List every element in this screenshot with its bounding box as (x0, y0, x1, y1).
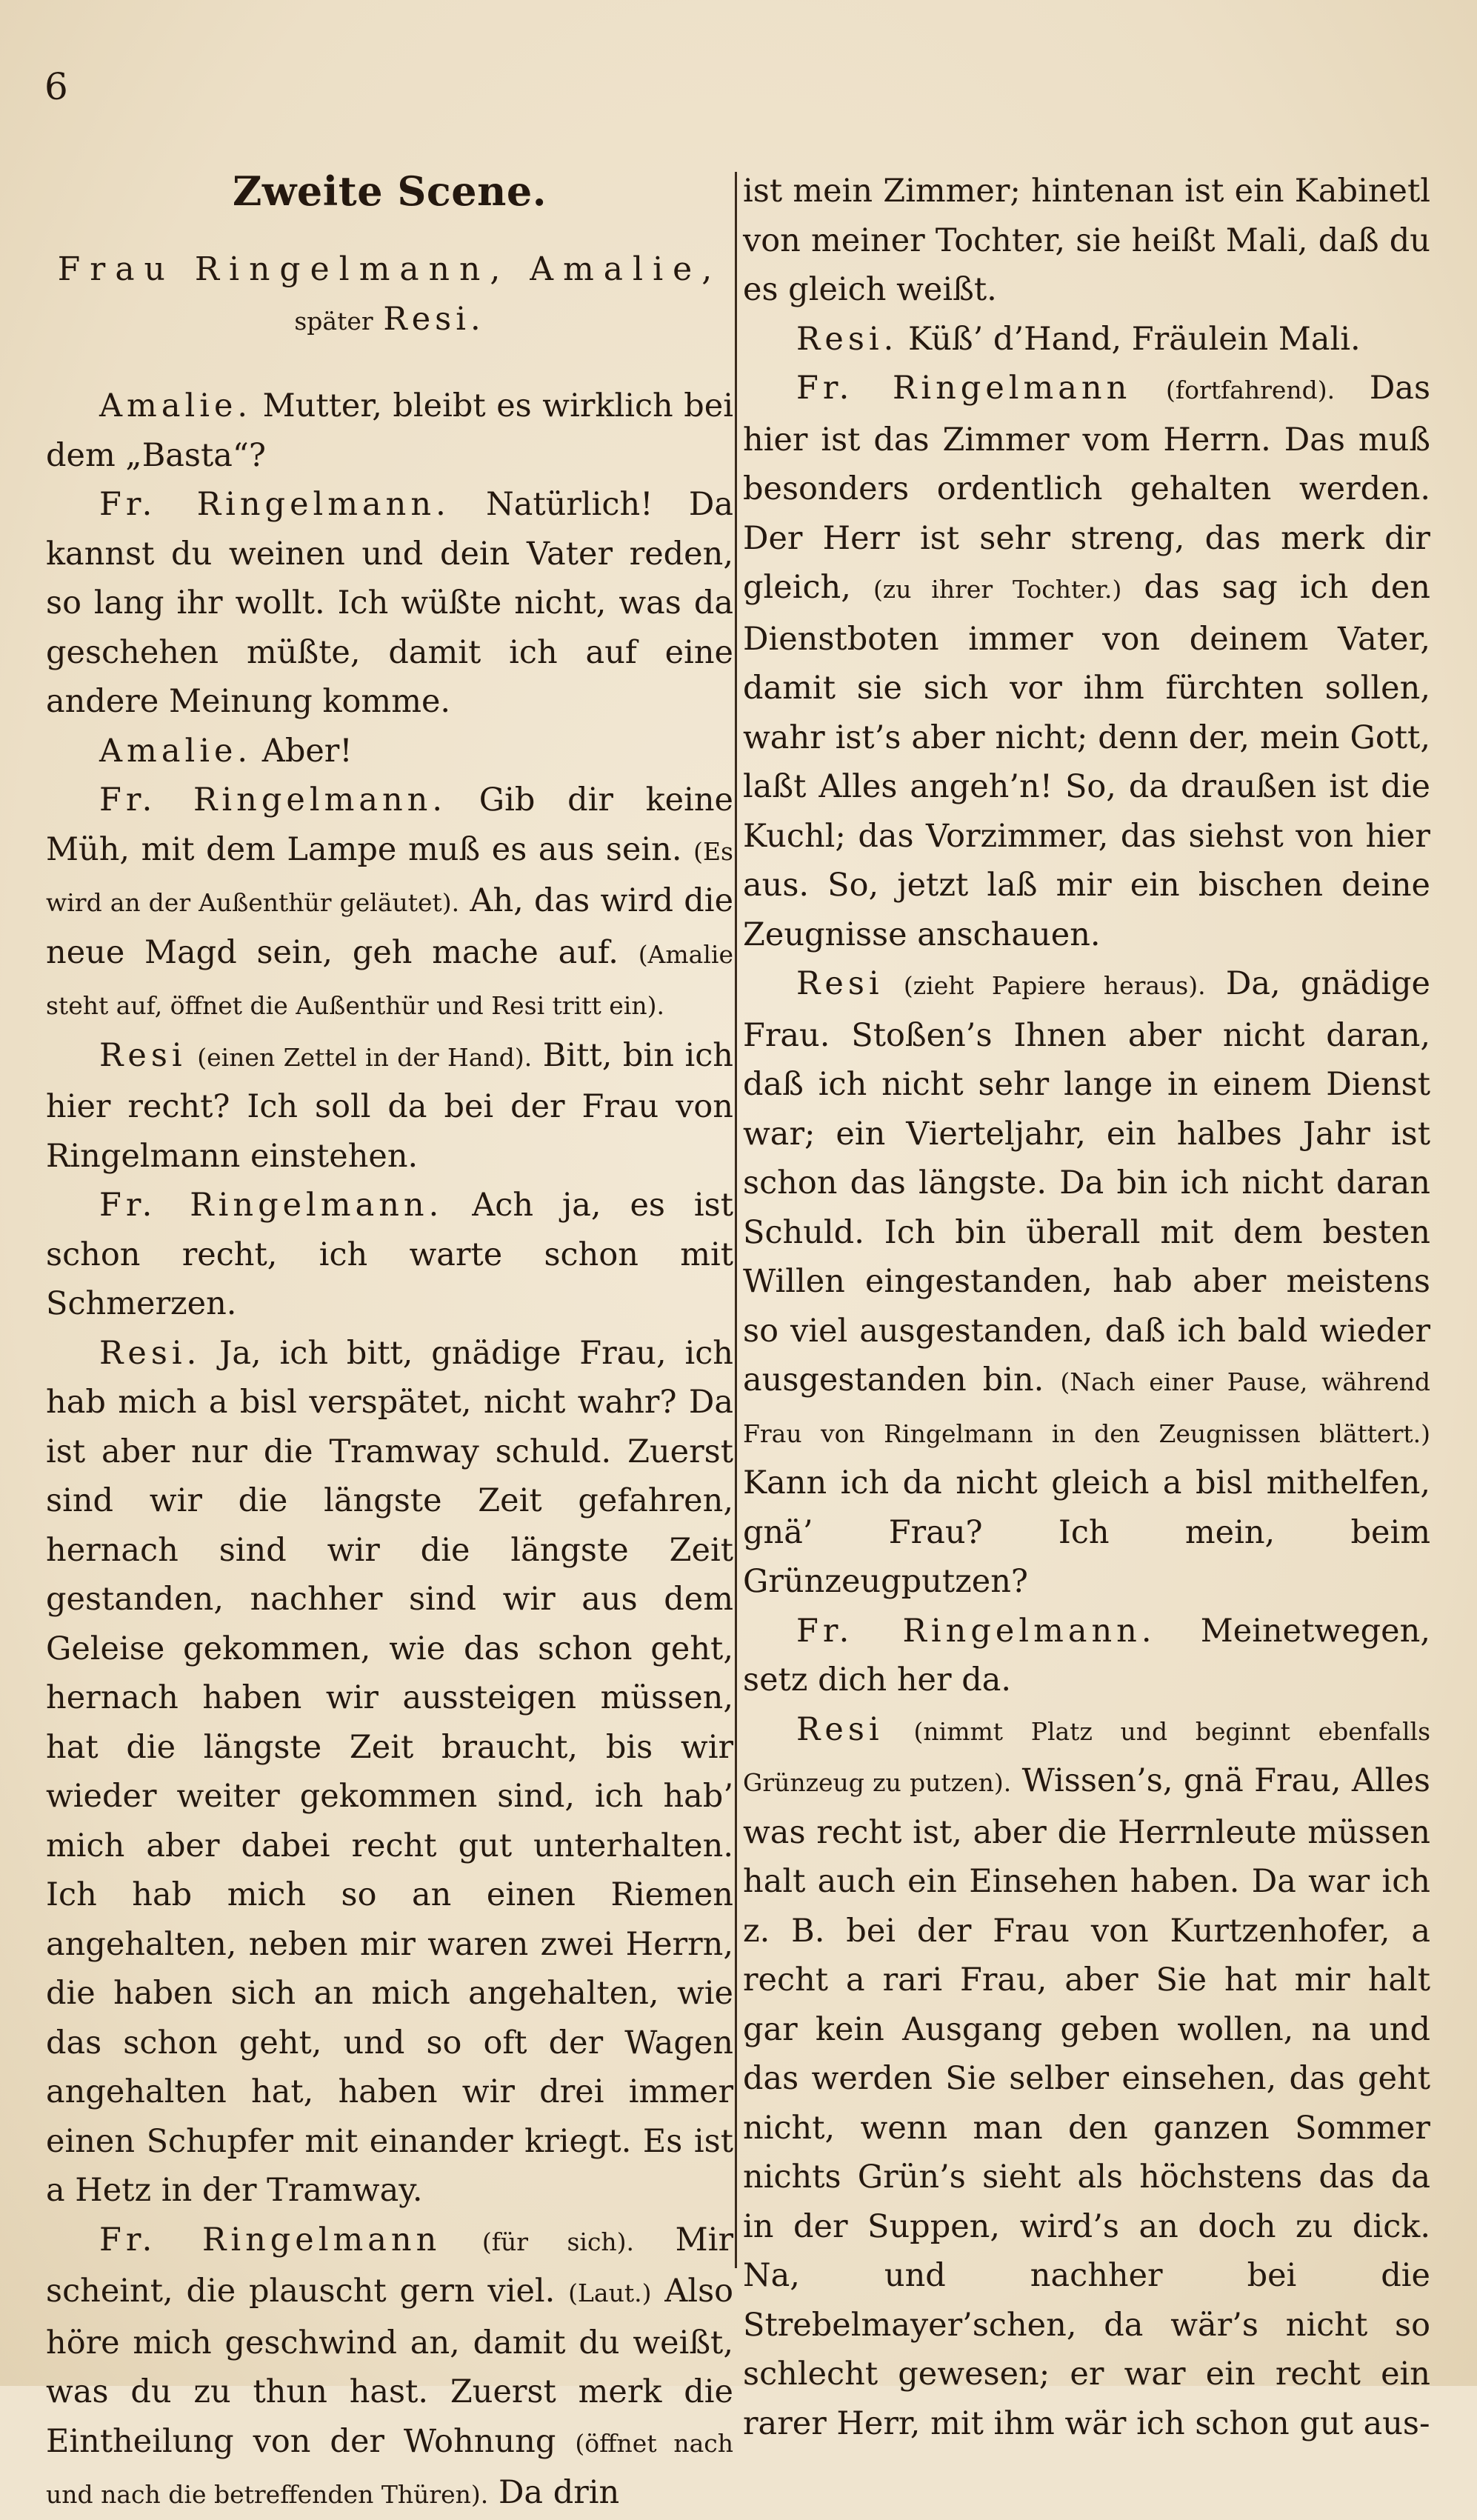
speech-paragraph (46, 1031, 733, 1181)
speaker-name: Resi. (796, 320, 898, 358)
speech-text: Also höre mich geschwind an, damit du weißt, was du zu thun hast. Zuerst merk die Eintheilung von der Wohnung (46, 2273, 734, 2460)
stage-direction: (Laut.) (568, 2279, 652, 2307)
speech-text: Mir scheint, die plauscht gern viel. (46, 2221, 733, 2310)
speaker-name: Resi (99, 1036, 187, 1074)
page-number: 6 (44, 65, 68, 108)
stage-direction: (zu ihrer Tochter.) (873, 575, 1122, 604)
speech-continuation (743, 167, 1430, 315)
cast-names: Frau Ringelmann, Amalie, (57, 250, 722, 288)
speech-text: Das hier ist das Zimmer vom Herrn. Das muß besonders ordentlich gehalten werden. Der Herr ist sehr streng, das merk dir gleich, (743, 370, 1431, 606)
speech-text: das sag ich den Dienstboten immer von deinem Vater, damit sie sich vor ihm fürchten sollen, wahr ist’s aber nicht; denn der, mein Gott, laßt Alles angeh’n! So, da draußen ist die Kuchl; das Vorzimmer, das siehst von hier aus. So, jetzt laß mir ein bischen deine Zeugnisse anschauen. (743, 569, 1430, 953)
speaker-name: Resi (796, 965, 884, 1002)
speech-text: Bitt, bin ich hier recht? Ich soll da bei der Frau von Ringelmann einstehen. (46, 1036, 733, 1175)
stage-direction: (nimmt Platz und beginnt ebenfalls Grünzeug zu putzen). (743, 1716, 1430, 1797)
speech-text: Natürlich! Da kannst du weinen und dein Vater reden, so lang ihr wollt. Ich wüßte nicht, was da geschehen müßte, damit ich auf eine andere Meinung komme. (46, 486, 733, 720)
speech-text: Meinetwegen, setz dich her da. (743, 1612, 1430, 1699)
speech-text: Da, gnädige Frau. Stoßen’s Ihnen aber nicht daran, daß ich nicht sehr lange in einem Dienst war; ein Vierteljahr, ein halbes Jahr ist schon das längste. Da bin ich nicht daran Schuld. Ich bin überall mit dem besten Willen eingestanden, hab aber meistens so viel ausgestanden, daß ich bald wieder ausgestanden bin. (743, 965, 1430, 1399)
right-column (743, 167, 1430, 2448)
speaker-name: Resi (796, 1710, 884, 1748)
speech-text: Küß’ d’Hand, Fräulein Mali. (907, 320, 1361, 358)
speaker-name: Fr. Ringelmann (99, 2221, 441, 2259)
speech-text: Gib dir keine Müh, mit dem Lampe muß es aus sein. (46, 781, 733, 868)
speech-text: Ja, ich bitt, gnädige Frau, ich hab mich a bisl verspätet, nicht wahr? Da ist aber nur die Tramway schuld. Zuerst sind wir die längste Zeit gefahren, hernach sind wir die längste Zeit gestanden, nachher sind wir aus dem Geleise gekommen, wie das schon geht, hernach haben wir aussteigen müssen, hat die längste Zeit braucht, bis wir wieder weiter gekommen sind, ich hab’ mich aber dabei recht gut unterhalten. Ich hab mich so an einen Riemen angehalten, neben mir waren zwei Herrn, die haben sich an mich angehalten, wie das schon geht, und so oft der Wagen angehalten hat, haben wir drei immer einen Schupfer mit einander kriegt. Es ist a Hetz in der Tramway. (46, 1334, 734, 2209)
speech-text: Da drin (498, 2474, 620, 2511)
speaker-name: Amalie. (99, 387, 253, 424)
speech-text: Mutter, bleibt es wirklich bei dem „Basta“? (46, 387, 733, 474)
speech-paragraph (46, 2216, 733, 2520)
speaker-name: Fr. Ringelmann. (99, 781, 447, 819)
cast-later-prefix: später (294, 306, 373, 336)
speech-paragraph (743, 364, 1430, 959)
speaker-name: Resi. (99, 1334, 201, 1372)
speech-paragraph (743, 1705, 1430, 2449)
speech-paragraph (46, 727, 733, 776)
speech-paragraph (46, 480, 733, 727)
stage-direction: (Es wird an der Außenthür geläutet). (46, 836, 733, 917)
speech-text: Ah, das wird die neue Magd sein, geh mache auf. (46, 882, 734, 971)
cast-later-name: Resi. (383, 300, 485, 338)
speech-paragraph (743, 315, 1430, 364)
speech-paragraph (46, 1181, 733, 1329)
speech-paragraph (743, 1607, 1430, 1705)
stage-direction: (Nach einer Pause, während Frau von Ringelmann in den Zeugnissen blättert.) (743, 1367, 1430, 1448)
speech-paragraph (46, 776, 733, 1031)
left-column (46, 167, 733, 2520)
speech-text: Kann ich da nicht gleich a bisl mithelfen, gnä’ Frau? Ich mein, beim Grünzeugputzen? (743, 1464, 1430, 1600)
stage-direction: (für sich). (481, 2227, 635, 2256)
speech-paragraph (743, 959, 1430, 1607)
speech-paragraph (46, 1329, 733, 2216)
speaker-name: Fr. Ringelmann. (99, 486, 450, 523)
speaker-name: Fr. Ringelmann. (99, 1187, 444, 1224)
cast-list (46, 245, 733, 346)
column-divider (735, 172, 737, 2268)
speaker-name: Fr. Ringelmann (796, 370, 1132, 407)
speech-paragraph (46, 381, 733, 480)
stage-direction: (öffnet nach und nach die betreffenden Thüren). (46, 2428, 734, 2509)
speech-text: ist mein Zimmer; hintenan ist ein Kabinetl von meiner Tochter, sie heißt Mali, daß du es gleich weißt. (743, 173, 1430, 308)
speaker-name: Amalie. (99, 732, 253, 770)
stage-direction: (zieht Papiere heraus). (903, 971, 1206, 1000)
speech-text: Ach ja, es ist schon recht, ich warte schon mit Schmerzen. (46, 1187, 733, 1322)
cast-later (46, 295, 733, 347)
speech-text: Aber! (261, 732, 353, 770)
speaker-name: Fr. Ringelmann. (796, 1612, 1156, 1650)
scene-title: Zweite Scene. (232, 167, 547, 215)
stage-direction: (fortfahrend). (1165, 376, 1336, 404)
stage-direction: (einen Zettel in der Hand). (197, 1042, 533, 1072)
stage-direction: (Amalie steht auf, öffnet die Außenthür und Resi tritt ein). (46, 939, 733, 1020)
speech-text: Wissen’s, gnä Frau, Alles was recht ist, aber die Herrnleute müssen halt auch ein Einsehen haben. Da war ich z. B. bei der Frau von Kurtzenhofer, a recht a rari Frau, aber Sie hat mir halt gar kein Ausgang geben wollen, na und das werden Sie selber einsehen, das geht nicht, wenn man den ganzen Sommer nichts Grün’s sieht als höchstens das da in der Suppen, wird’s an doch zu dick. Na, und nachher bei die Strebelmayer’schen, da wär’s nicht so schlecht gewesen; er war ein recht ein rarer Herr, mit ihm wär ich schon gut aus- (743, 1762, 1430, 2442)
